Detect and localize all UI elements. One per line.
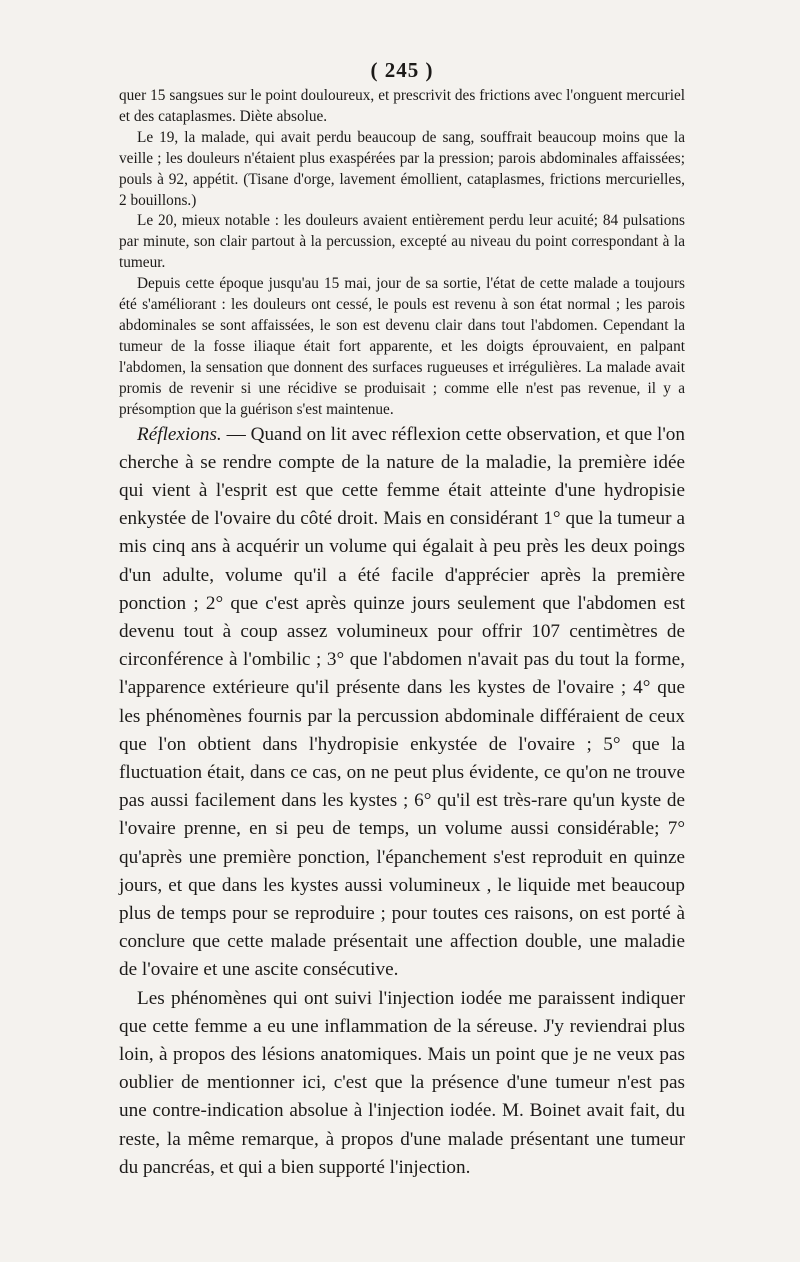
paragraph-le-20: Le 20, mieux notable : les douleurs avaient entièrement perdu leur acuité; 84 pulsations par minute, son clair partout à la percussion, excepté au niveau du point correspondant à la tumeur.: [119, 212, 685, 272]
paragraph-depuis: Depuis cette époque jusqu'au 15 mai, jour de sa sortie, l'état de cette malade a toujours été s'améliorant : les douleurs ont cessé, le pouls est revenu à son état normal ; les parois abdominales se sont affaissées, le son est devenu clair dans tout l'abdomen. Cependant la tumeur de la fosse iliaque était fort apparente, et les doigts éprouvaient, en palpant l'abdomen, la sensation que donnent des surfaces rugueuses et irrégulières. La malade avait promis de revenir si une récidive se produisait ; comme elle n'est pas revenue, il y a présomption que la guérison s'est maintenue.: [119, 275, 685, 418]
paragraph-continued: quer 15 sangsues sur le point douloureux, et prescrivit des frictions avec l'onguent mercuriel et des cataplasmes. Diète absolue.: [119, 87, 685, 125]
reflexions-heading: Réflexions.: [137, 423, 222, 445]
paragraph-le-19: Le 19, la malade, qui avait perdu beaucoup de sang, souffrait beaucoup moins que la veille ; les douleurs n'étaient plus exaspérées par la pression; parois abdominales affaissées; pouls à 92, appétit. (Tisane d'orge, lavement émollient, cataplasmes, frictions mercurielles, 2 bouillons.): [119, 128, 685, 209]
reflexions-paragraph: [119, 421, 685, 985]
book-page: [119, 58, 685, 1182]
paragraph-phenomenes: Les phénomènes qui ont suivi l'injection iodée me paraissent indiquer que cette femme a eu une inflammation de la séreuse. J'y reviendrai plus loin, à propos des lésions anatomiques. Mais un point que je ne veux pas oublier de mentionner ici, c'est que la présence d'une tumeur n'est pas une contre-indication absolue à l'injection iodée. M. Boinet avait fait, du reste, la même remarque, à propos d'une malade présentant une tumeur du pancréas, et qui a bien supporté l'injection.: [119, 987, 685, 1178]
page-number: ( 245 ): [370, 58, 434, 82]
reflexions-text: — Quand on lit avec réflexion cette observation, et que l'on cherche à se rendre compte de la nature de la maladie, la première idée qui vient à l'esprit est que cette femme était atteinte d'une hydropisie enkystée de l'ovaire du côté droit. Mais en considérant 1° que la tumeur a mis cinq ans à acquérir un volume qui égalait à peu près les deux poings d'un adulte, volume qu'il a été facile d'apprécier après la première ponction ; 2° que c'est après quinze jours seulement que l'abdomen est devenu tout à coup assez volumineux pour offrir 107 centimètres de circonférence à l'ombilic ; 3° que l'abdomen n'avait pas du tout la forme, l'apparence extérieure qu'il présente dans les kystes de l'ovaire ; 4° que les phénomènes fournis par la percussion abdominale différaient de ceux que l'on obtient dans l'hydropisie enkystée de l'ovaire ; 5° que la fluctuation était, dans ce cas, on ne peut plus évidente, ce qu'on ne trouve pas aussi facilement dans les kystes ; 6° qu'il est très-rare qu'un kyste de l'ovaire prenne, en si peu de temps, un volume aussi considérable; 7° qu'après une première ponction, l'épanchement s'est reproduit en quinze jours, et que dans les kystes aussi volumineux , le liquide met beaucoup plus de temps pour se reproduire ; pour toutes ces raisons, on est porté à conclure que cette malade présentait une affection double, une maladie de l'ovaire et une ascite consécutive.: [119, 423, 685, 981]
